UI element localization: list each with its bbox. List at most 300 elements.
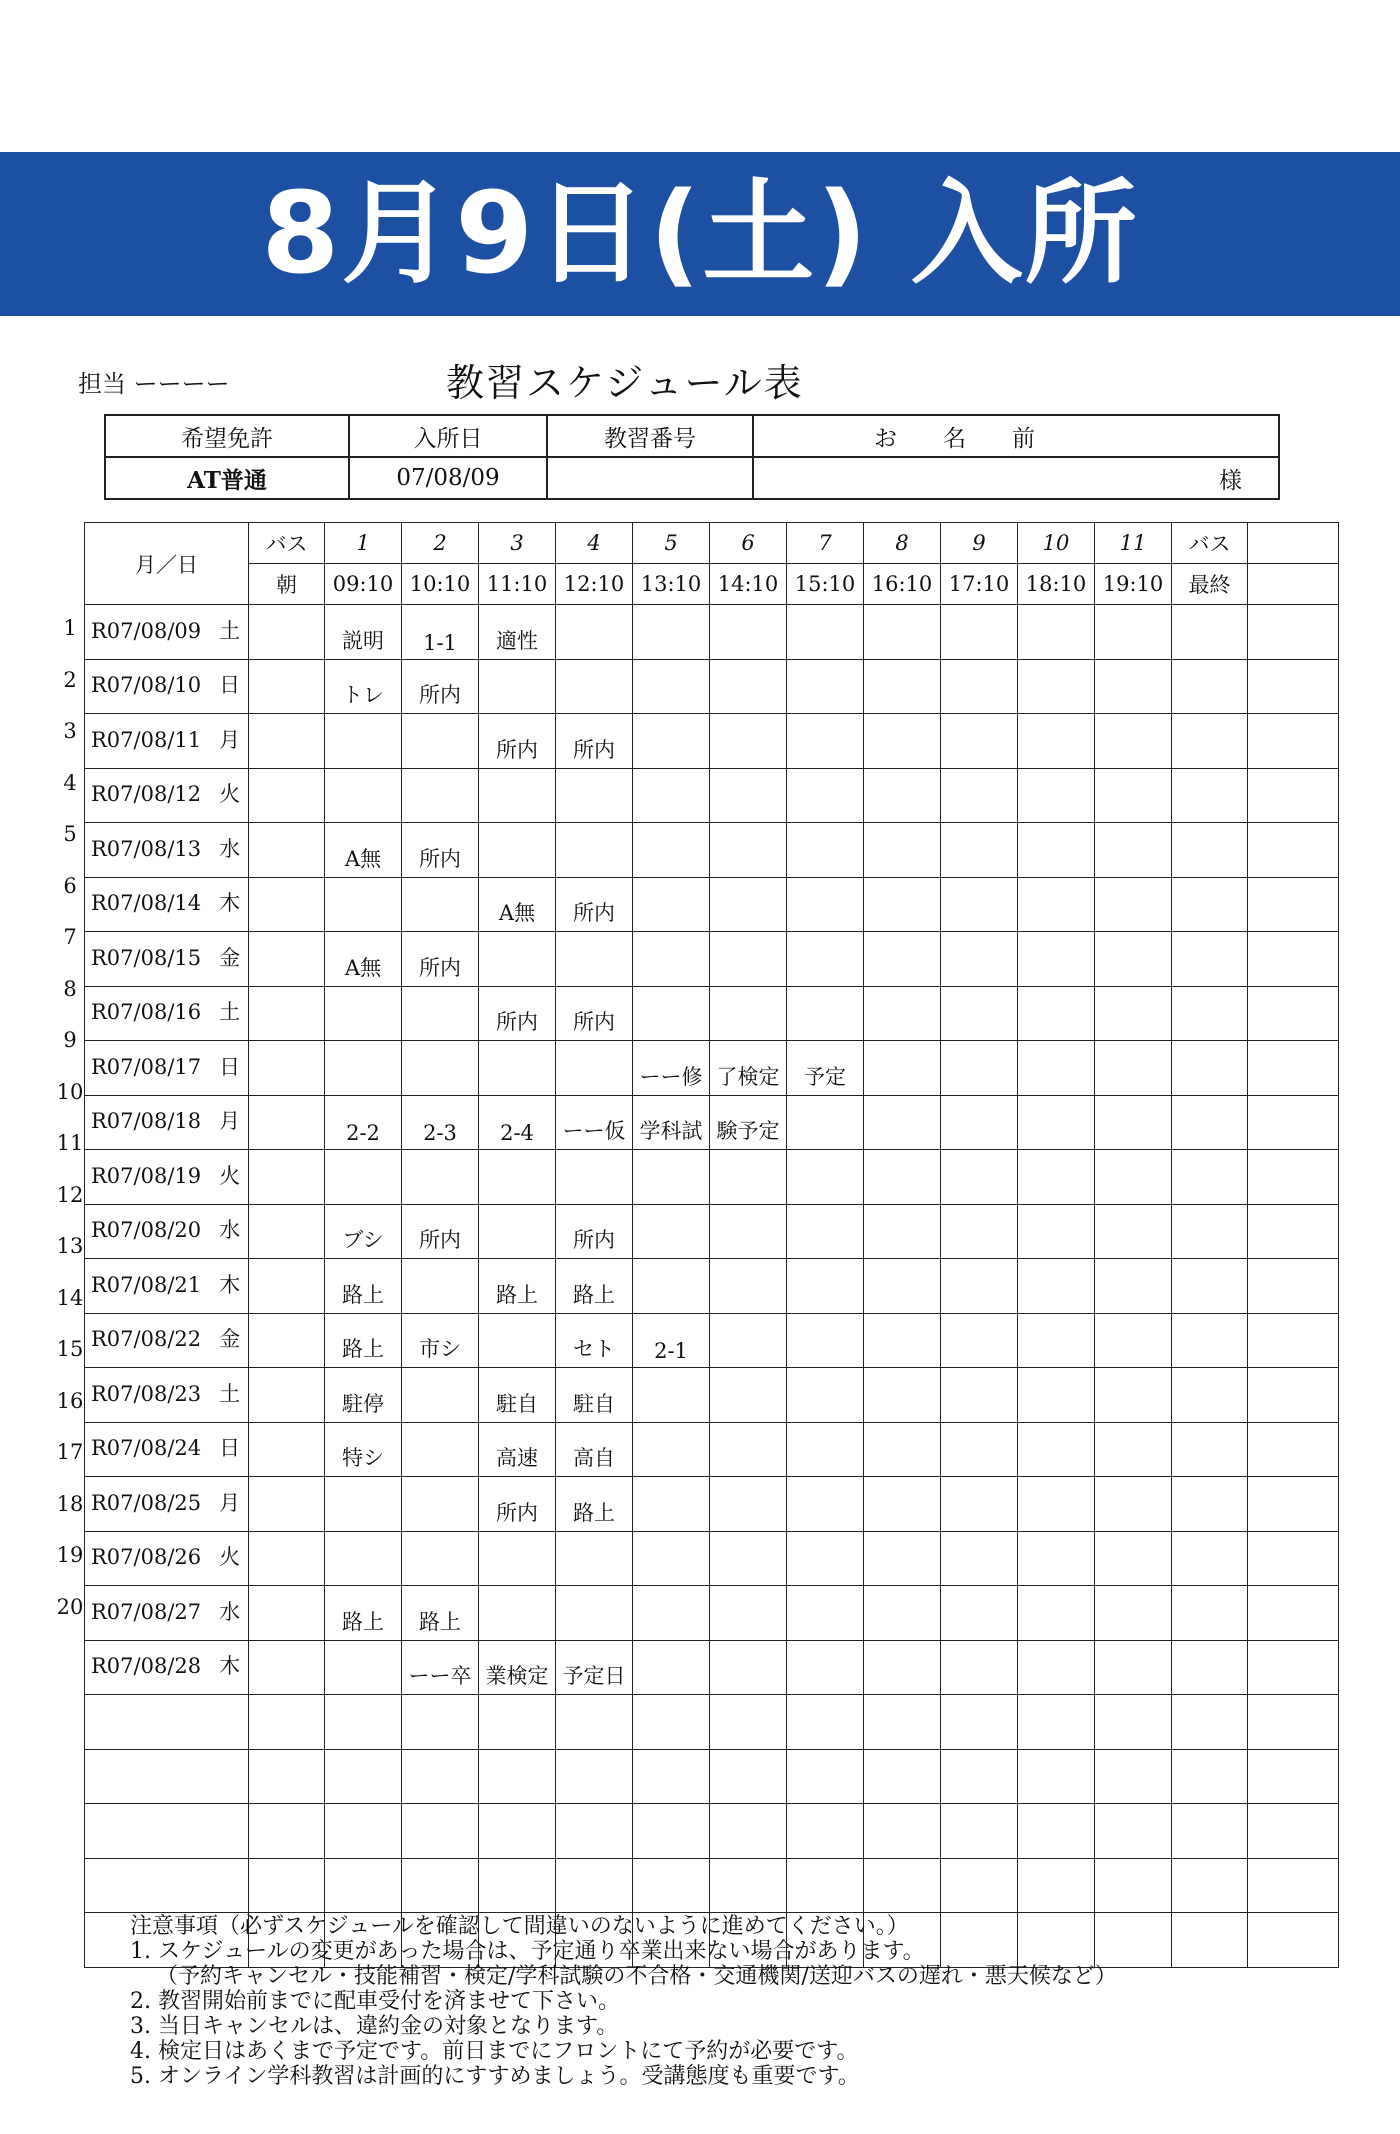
row-date: [85, 659, 249, 714]
blank-cell: [249, 1749, 325, 1804]
lesson-cell: [325, 1640, 402, 1695]
lesson-cell: 路上: [325, 1313, 402, 1368]
bus-last-cell: [1172, 768, 1248, 823]
lesson-cell: [633, 986, 710, 1041]
slot-time: 19:10: [1095, 564, 1172, 605]
row-number: 15: [56, 1337, 84, 1361]
blank-cell: [710, 1804, 787, 1859]
weekday-text: 日: [219, 1054, 241, 1079]
weekday-text: 金: [219, 945, 241, 970]
bus-morning-cell: [249, 1586, 325, 1641]
bus-last-cell: [1172, 659, 1248, 714]
bus-morning-cell: [249, 1259, 325, 1314]
weekday-text: 土: [219, 1000, 241, 1025]
row-number: 8: [63, 976, 77, 1001]
lesson-cell: [941, 1368, 1018, 1423]
blank-row: [85, 1858, 1339, 1913]
row-number: 14: [56, 1285, 84, 1310]
lesson-cell: [1095, 1313, 1172, 1368]
blank-cell: [864, 1858, 941, 1913]
blank-cell: [1095, 1804, 1172, 1859]
lesson-cell: 路上: [325, 1259, 402, 1314]
spacer-cell: [1248, 1150, 1339, 1205]
lesson-cell: 1-1: [402, 605, 479, 660]
row-number: 7: [63, 925, 77, 949]
lesson-cell: 2-1: [633, 1313, 710, 1368]
slot-time: 17:10: [941, 564, 1018, 605]
lesson-cell: [633, 877, 710, 932]
lesson-cell: [710, 1259, 787, 1314]
lesson-cell: [556, 1150, 633, 1205]
spacer-cell: [1248, 932, 1339, 987]
license-value: AT普通: [105, 457, 349, 499]
lesson-cell: [710, 1477, 787, 1532]
sheet-title: 教習スケジュール表: [446, 361, 804, 405]
license-header: 希望免許: [105, 415, 349, 457]
lesson-cell: [1095, 1150, 1172, 1205]
blank-cell: [1018, 1749, 1095, 1804]
lesson-cell: [556, 768, 633, 823]
spacer-cell: [1248, 1095, 1339, 1150]
weekday-text: 日: [219, 1436, 241, 1461]
lesson-cell: [402, 1422, 479, 1477]
note-item: 3. 当日キャンセルは、違約金の対象となります。: [130, 2014, 619, 2039]
lesson-cell: [864, 877, 941, 932]
bus-last-cell: [1172, 1150, 1248, 1205]
row-date: [85, 1095, 249, 1150]
lesson-cell: 所内: [479, 714, 556, 769]
date-text: R07/08/26: [91, 1545, 202, 1570]
row-number: 17: [56, 1440, 84, 1464]
lesson-cell: [1018, 1095, 1095, 1150]
blank-cell: [402, 1804, 479, 1859]
lesson-cell: [941, 1422, 1018, 1477]
bus-last-cell: [1172, 605, 1248, 660]
blank-cell: [1172, 1749, 1248, 1804]
slot-time: 13:10: [633, 564, 710, 605]
lesson-cell: [941, 932, 1018, 987]
lesson-cell: [710, 1422, 787, 1477]
bus-morning-cell: [249, 823, 325, 878]
blank-cell: [1248, 1695, 1339, 1750]
lesson-cell: [864, 1095, 941, 1150]
lesson-cell: [1095, 1041, 1172, 1096]
row-date: [85, 1531, 249, 1586]
lesson-cell: [787, 1422, 864, 1477]
bus-morning-cell: [249, 877, 325, 932]
lesson-cell: [325, 1477, 402, 1532]
lesson-cell: 所内: [556, 714, 633, 769]
slot-number: 10: [1018, 523, 1095, 564]
date-text: R07/08/27: [91, 1599, 202, 1624]
lesson-cell: [864, 1204, 941, 1259]
lesson-cell: [941, 1095, 1018, 1150]
lesson-cell: [1095, 1586, 1172, 1641]
spacer-cell: [1248, 564, 1339, 605]
lesson-cell: 所内: [402, 1204, 479, 1259]
blank-cell: [710, 1695, 787, 1750]
lesson-cell: [710, 1204, 787, 1259]
blank-cell: [479, 1749, 556, 1804]
lesson-cell: [1018, 1259, 1095, 1314]
blank-cell: [1248, 1913, 1339, 1968]
lesson-cell: [1018, 877, 1095, 932]
blank-cell: [85, 1749, 249, 1804]
slot-time: 14:10: [710, 564, 787, 605]
schedule-row: [85, 768, 1339, 823]
blank-cell: [1018, 1858, 1095, 1913]
slot-number: 5: [633, 523, 710, 564]
blank-cell: [556, 1695, 633, 1750]
blank-cell: [1095, 1695, 1172, 1750]
blank-cell: [249, 1804, 325, 1859]
blank-cell: [556, 1858, 633, 1913]
schedule-row: [85, 1368, 1339, 1423]
lesson-cell: [1095, 1640, 1172, 1695]
weekday-text: 火: [219, 782, 241, 807]
bus-last-cell: [1172, 1531, 1248, 1586]
blank-cell: [325, 1858, 402, 1913]
lesson-cell: [787, 823, 864, 878]
blank-cell: [479, 1804, 556, 1859]
lesson-cell: [633, 1259, 710, 1314]
lesson-cell: [941, 659, 1018, 714]
title-banner: [0, 152, 1400, 316]
lesson-cell: [633, 1586, 710, 1641]
slot-number: 9: [941, 523, 1018, 564]
lesson-cell: [710, 714, 787, 769]
schedule-row: [85, 823, 1339, 878]
slot-number: 2: [402, 523, 479, 564]
spacer-cell: [1248, 659, 1339, 714]
slot-number: 8: [864, 523, 941, 564]
lesson-cell: 所内: [479, 1477, 556, 1532]
lesson-cell: [556, 1531, 633, 1586]
lesson-cell: [864, 1259, 941, 1314]
lesson-cell: 所内: [402, 932, 479, 987]
lesson-cell: [1018, 1531, 1095, 1586]
lesson-cell: 路上: [556, 1259, 633, 1314]
lesson-cell: [710, 768, 787, 823]
lesson-cell: [941, 1150, 1018, 1205]
lesson-cell: [556, 1041, 633, 1096]
weekday-text: 水: [219, 1599, 241, 1624]
blank-cell: [85, 1804, 249, 1859]
lesson-cell: [1018, 605, 1095, 660]
row-date: [85, 714, 249, 769]
schedule-row: [85, 1259, 1339, 1314]
bus-last-cell: [1172, 1259, 1248, 1314]
bus-last-cell: [1172, 1477, 1248, 1532]
lesson-cell: [1018, 1041, 1095, 1096]
schedule-row: [85, 1640, 1339, 1695]
row-date: [85, 1586, 249, 1641]
row-number: 2: [63, 667, 77, 692]
bus-last-cell: [1172, 932, 1248, 987]
bus-last-label: バス: [1172, 523, 1248, 564]
lesson-cell: [402, 714, 479, 769]
lesson-cell: [556, 605, 633, 660]
weekday-text: 木: [219, 1272, 241, 1297]
weekday-text: 金: [219, 1327, 241, 1352]
blank-cell: [1095, 1858, 1172, 1913]
lesson-cell: [556, 823, 633, 878]
lesson-cell: [633, 605, 710, 660]
lesson-cell: 所内: [556, 877, 633, 932]
lesson-cell: 路上: [402, 1586, 479, 1641]
lesson-cell: [864, 1368, 941, 1423]
row-number: 10: [56, 1079, 84, 1104]
lesson-cell: [633, 1204, 710, 1259]
lesson-cell: [941, 877, 1018, 932]
bus-last-cell: [1172, 1640, 1248, 1695]
bus-last-cell: [1172, 1368, 1248, 1423]
lesson-cell: [402, 1259, 479, 1314]
lesson-cell: [787, 605, 864, 660]
blank-cell: [633, 1749, 710, 1804]
weekday-text: 木: [219, 891, 241, 916]
lesson-cell: [1095, 714, 1172, 769]
row-date: [85, 605, 249, 660]
lesson-cell: 所内: [479, 986, 556, 1041]
schedule-row: [85, 659, 1339, 714]
bus-last-cell: [1172, 1422, 1248, 1477]
row-number: 1: [63, 616, 77, 640]
spacer-cell: [1248, 605, 1339, 660]
spacer-cell: [1248, 714, 1339, 769]
bus-last-cell: [1172, 823, 1248, 878]
blank-cell: [1018, 1804, 1095, 1859]
slot-time: 10:10: [402, 564, 479, 605]
lesson-cell: [1018, 1477, 1095, 1532]
lesson-cell: [787, 1586, 864, 1641]
row-date: [85, 932, 249, 987]
lesson-cell: [941, 1204, 1018, 1259]
blank-cell: [710, 1749, 787, 1804]
number-header: 教習番号: [547, 415, 753, 457]
bus-morning-cell: [249, 1204, 325, 1259]
lesson-cell: 説明: [325, 605, 402, 660]
lesson-cell: [787, 1477, 864, 1532]
note-item: 4. 検定日はあくまで予定です。前日までにフロントにて予約が必要です。: [130, 2039, 859, 2064]
bus-morning: 朝: [249, 564, 325, 605]
lesson-cell: [864, 1150, 941, 1205]
lesson-cell: [402, 877, 479, 932]
weekday-text: 火: [219, 1163, 241, 1188]
lesson-cell: [556, 659, 633, 714]
row-date: [85, 1313, 249, 1368]
blank-cell: [85, 1858, 249, 1913]
lesson-cell: [1095, 1095, 1172, 1150]
blank-cell: [1172, 1913, 1248, 1968]
bus-morning-cell: [249, 1531, 325, 1586]
date-text: R07/08/10: [91, 673, 202, 698]
blank-row: [85, 1804, 1339, 1859]
lesson-cell: [787, 1313, 864, 1368]
blank-cell: [325, 1695, 402, 1750]
lesson-cell: [1018, 1204, 1095, 1259]
blank-cell: [787, 1804, 864, 1859]
lesson-cell: [864, 1640, 941, 1695]
blank-cell: [479, 1858, 556, 1913]
date-text: R07/08/20: [91, 1218, 202, 1243]
lesson-cell: [864, 823, 941, 878]
blank-cell: [1095, 1749, 1172, 1804]
lesson-cell: ブシ: [325, 1204, 402, 1259]
lesson-cell: [941, 1477, 1018, 1532]
lesson-cell: [941, 1313, 1018, 1368]
schedule-row: [85, 1204, 1339, 1259]
bus-morning-cell: [249, 768, 325, 823]
bus-morning-cell: [249, 1477, 325, 1532]
bus-morning-cell: [249, 1041, 325, 1096]
date-header: 月／日: [85, 523, 249, 605]
lesson-cell: [479, 1150, 556, 1205]
bus-last-cell: [1172, 986, 1248, 1041]
lesson-cell: [710, 1313, 787, 1368]
lesson-cell: [325, 714, 402, 769]
row-date: [85, 1368, 249, 1423]
weekday-text: 日: [219, 673, 241, 698]
lesson-cell: [710, 1586, 787, 1641]
bus-last-cell: [1172, 1095, 1248, 1150]
date-text: R07/08/13: [91, 836, 202, 861]
lesson-cell: [633, 768, 710, 823]
lesson-cell: 路上: [479, 1259, 556, 1314]
row-number: 18: [56, 1491, 84, 1516]
lesson-cell: [1018, 714, 1095, 769]
lesson-cell: [941, 986, 1018, 1041]
lesson-cell: [864, 986, 941, 1041]
spacer-cell: [1248, 1531, 1339, 1586]
lesson-cell: [787, 714, 864, 769]
lesson-cell: 特シ: [325, 1422, 402, 1477]
lesson-cell: [710, 1368, 787, 1423]
lesson-cell: 駐自: [556, 1368, 633, 1423]
row-number: 5: [63, 822, 77, 846]
schedule-row: [85, 986, 1339, 1041]
row-number: 3: [63, 719, 77, 743]
lesson-cell: [479, 1041, 556, 1096]
entry-date-header: 入所日: [349, 415, 547, 457]
lesson-cell: ーー仮: [556, 1095, 633, 1150]
lesson-cell: [1095, 768, 1172, 823]
lesson-cell: [1095, 823, 1172, 878]
lesson-cell: [941, 605, 1018, 660]
schedule-row: [85, 1041, 1339, 1096]
date-text: R07/08/19: [91, 1163, 202, 1188]
schedule-row: [85, 932, 1339, 987]
weekday-text: 土: [219, 618, 241, 643]
blank-cell: [249, 1695, 325, 1750]
lesson-cell: 高自: [556, 1422, 633, 1477]
weekday-text: 月: [219, 727, 241, 752]
bus-morning-cell: [249, 1368, 325, 1423]
lesson-cell: 路上: [325, 1586, 402, 1641]
bus-morning-cell: [249, 1095, 325, 1150]
weekday-text: 土: [219, 1381, 241, 1406]
blank-row: [85, 1749, 1339, 1804]
lesson-cell: [710, 1640, 787, 1695]
row-date: [85, 823, 249, 878]
spacer-cell: [1248, 1586, 1339, 1641]
blank-cell: [325, 1749, 402, 1804]
blank-cell: [1018, 1695, 1095, 1750]
bus-last-cell: [1172, 1204, 1248, 1259]
date-text: R07/08/14: [91, 891, 202, 916]
slot-time: 11:10: [479, 564, 556, 605]
blank-cell: [1248, 1804, 1339, 1859]
lesson-cell: [710, 986, 787, 1041]
slot-number: 1: [325, 523, 402, 564]
lesson-cell: A無: [325, 932, 402, 987]
notes-section: [130, 1914, 1117, 2089]
lesson-cell: [787, 1368, 864, 1423]
staff-label: 担当 ーーーー: [78, 370, 230, 398]
lesson-cell: [633, 659, 710, 714]
lesson-cell: [941, 714, 1018, 769]
schedule-row: [85, 605, 1339, 660]
lesson-cell: [1018, 1150, 1095, 1205]
blank-cell: [402, 1695, 479, 1750]
blank-cell: [787, 1858, 864, 1913]
slot-time: 16:10: [864, 564, 941, 605]
weekday-text: 木: [219, 1654, 241, 1679]
date-text: R07/08/24: [91, 1436, 202, 1461]
slot-time: 15:10: [787, 564, 864, 605]
date-text: R07/08/16: [91, 1000, 202, 1025]
weekday-text: 月: [219, 1490, 241, 1515]
lesson-cell: [864, 605, 941, 660]
lesson-cell: 2-4: [479, 1095, 556, 1150]
lesson-cell: [633, 932, 710, 987]
bus-morning-cell: [249, 1422, 325, 1477]
date-text: R07/08/18: [91, 1109, 202, 1134]
lesson-cell: 業検定: [479, 1640, 556, 1695]
lesson-cell: [1018, 768, 1095, 823]
row-date: [85, 1640, 249, 1695]
lesson-cell: [787, 1531, 864, 1586]
lesson-cell: 高速: [479, 1422, 556, 1477]
lesson-cell: [633, 714, 710, 769]
lesson-cell: 学科試: [633, 1095, 710, 1150]
lesson-cell: [864, 768, 941, 823]
lesson-cell: 予定: [787, 1041, 864, 1096]
date-text: R07/08/22: [91, 1327, 202, 1352]
row-date: [85, 1150, 249, 1205]
lesson-cell: [941, 823, 1018, 878]
lesson-cell: [402, 1150, 479, 1205]
blank-cell: [864, 1804, 941, 1859]
lesson-cell: [1095, 986, 1172, 1041]
lesson-cell: [1018, 1368, 1095, 1423]
number-value: [547, 457, 753, 499]
spacer-cell: [1248, 1368, 1339, 1423]
row-date: [85, 1422, 249, 1477]
spacer-cell: [1248, 523, 1339, 564]
lesson-cell: 予定日: [556, 1640, 633, 1695]
lesson-cell: [710, 877, 787, 932]
bus-last-cell: [1172, 714, 1248, 769]
row-date: [85, 1041, 249, 1096]
bus-last-cell: [1172, 1586, 1248, 1641]
lesson-cell: [787, 1259, 864, 1314]
lesson-cell: [479, 1586, 556, 1641]
lesson-cell: 験予定: [710, 1095, 787, 1150]
lesson-cell: [556, 1586, 633, 1641]
schedule-row: [85, 1095, 1339, 1150]
blank-cell: [941, 1804, 1018, 1859]
